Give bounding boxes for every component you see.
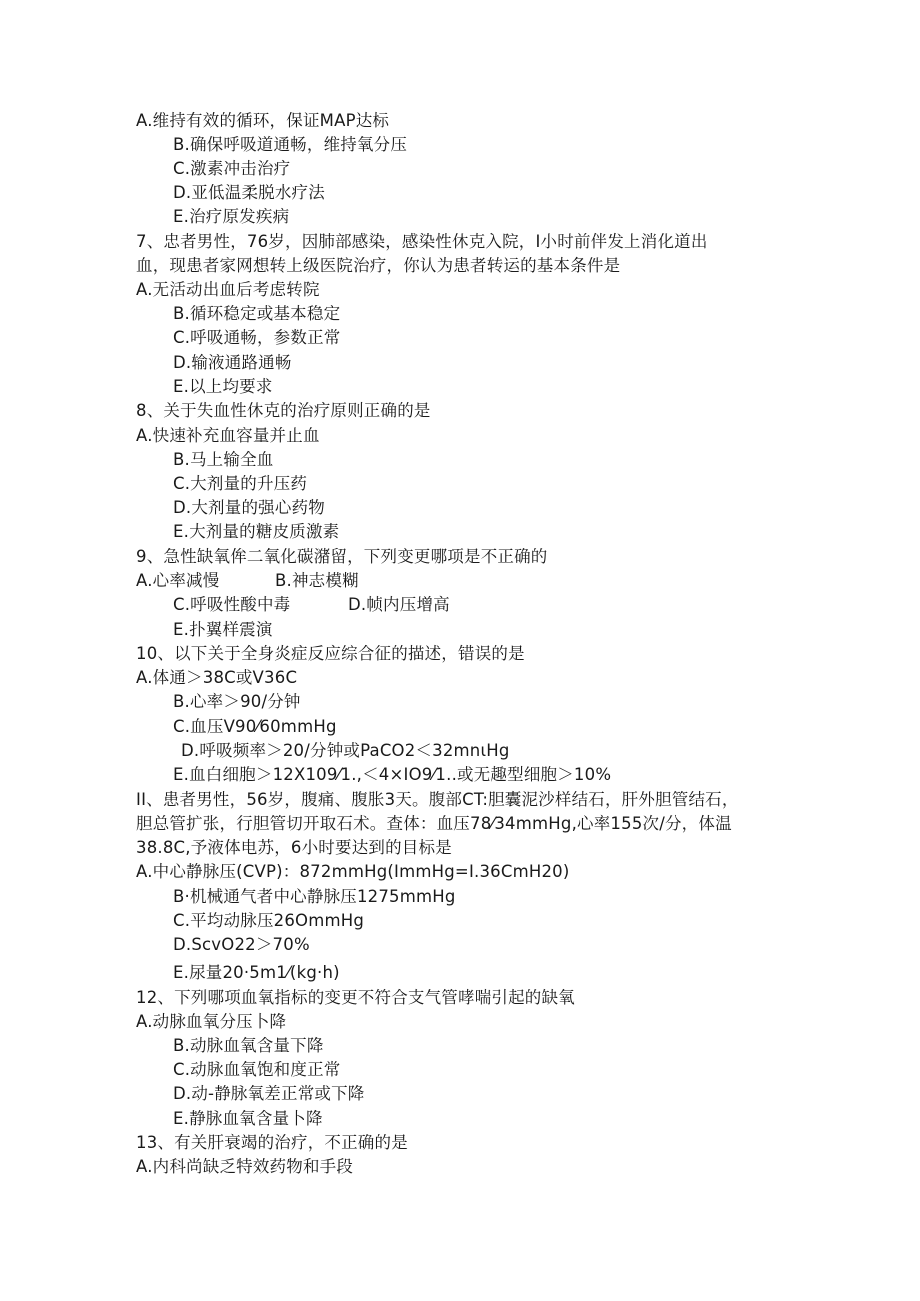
option-line: D.ScvO22＞70% [173,935,310,954]
option-line [173,595,450,615]
option-line: E.静脉血氧含量卜降 [173,1109,323,1128]
option-line: A.维持有效的循环，保证MAP达标 [136,111,390,130]
option-line: E.大剂量的糖皮质激素 [173,522,340,541]
question-line: 12、下列哪项血氧指标的变更不符合支气管哮喘引起的缺氧 [136,988,575,1007]
question-line: 7、忠者男性，76岁，因肺部感染，感染性休克入院，I小时前伴发上消化道出 [136,232,708,251]
option-a: A.心率减慢 [136,571,220,590]
option-line: D.亚低温柔脱水疗法 [173,183,325,202]
option-line: E.尿量20·5m1⁄(kg·h) [173,963,340,982]
option-d: D.帧内压增高 [348,595,450,614]
option-line [136,571,359,591]
question-line: 13、有关肝衰竭的治疗，不正确的是 [136,1133,408,1152]
option-line: D.动-静脉氧差正常或下降 [173,1084,365,1103]
option-c: C.呼吸性酸中毒 [173,595,291,614]
option-line: D.呼吸频率＞20/分钟或PaCO2＜32mnιHg [181,741,510,760]
question-line: 血，现患者家网想转上级医院治疗，你认为患者转运的基本条件是 [136,256,621,275]
question-line: 9、急性缺氧侔二氧化碳潴留，下列变更哪项是不正确的 [136,547,548,566]
option-line: B.马上输全血 [173,450,274,469]
option-line: D.输液通路通畅 [173,353,292,372]
option-line: A.体通＞38C或V36C [136,668,298,687]
option-line: C.呼吸通畅，参数正常 [173,328,341,347]
option-line: B.动脉血氧含量下降 [173,1036,324,1055]
option-line: C.激素冲击治疗 [173,159,291,178]
option-line: B.心率＞90/分钟 [173,692,301,711]
question-line: 胆总管扩张，行胆管切开取石术。查体：血压78⁄34mmHg,心率155次/分，体温 [136,814,732,833]
question-line: 8、关于失血性休克的治疗原则正确的是 [136,401,431,420]
option-line: A.无活动出血后考虑转院 [136,280,320,299]
option-line: A.快速补充血容量并止血 [136,426,320,445]
option-line: B.确保呼吸道通畅，维持氧分压 [173,135,408,154]
option-line: E.扑翼样震演 [173,620,273,639]
option-line: E.血白细胞＞12X109⁄1.,＜4×IO9⁄1..或无趣型细胞＞10% [173,765,612,784]
option-line: C.血压V90⁄60mmHg [173,717,337,736]
option-line: C.平均动脉压26OmmHg [173,911,365,930]
option-line: D.大剂量的强心药物 [173,498,325,517]
option-line: A.动脉血氧分压卜降 [136,1012,287,1031]
option-line: C.动脉血氧饱和度正常 [173,1060,341,1079]
question-line: 10、以下关于全身炎症反应综合征的描述，错误的是 [136,644,525,663]
option-line: B.循环稳定或基本稳定 [173,304,341,323]
option-b: B.神志模糊 [275,571,359,590]
option-line: E.以上均要求 [173,377,273,396]
option-line: C.大剂量的升压药 [173,474,308,493]
option-line: B·机械通气者中心静脉压1275mmHg [173,887,456,906]
option-line: A.内科尚缺乏特效药物和手段 [136,1157,354,1176]
option-line: A.中心静脉压(CVP)：872mmHg(ImmHg=I.36CmH20) [136,862,570,881]
option-line: E.治疗原发疾病 [173,207,290,226]
question-line: II、患者男性，56岁，腹痛、腹胀3天。腹部CT:胆囊泥沙样结石，肝外胆管结石， [136,790,739,809]
question-line: 38.8C,予液体电苏，6小时要达到的目标是 [136,838,452,857]
